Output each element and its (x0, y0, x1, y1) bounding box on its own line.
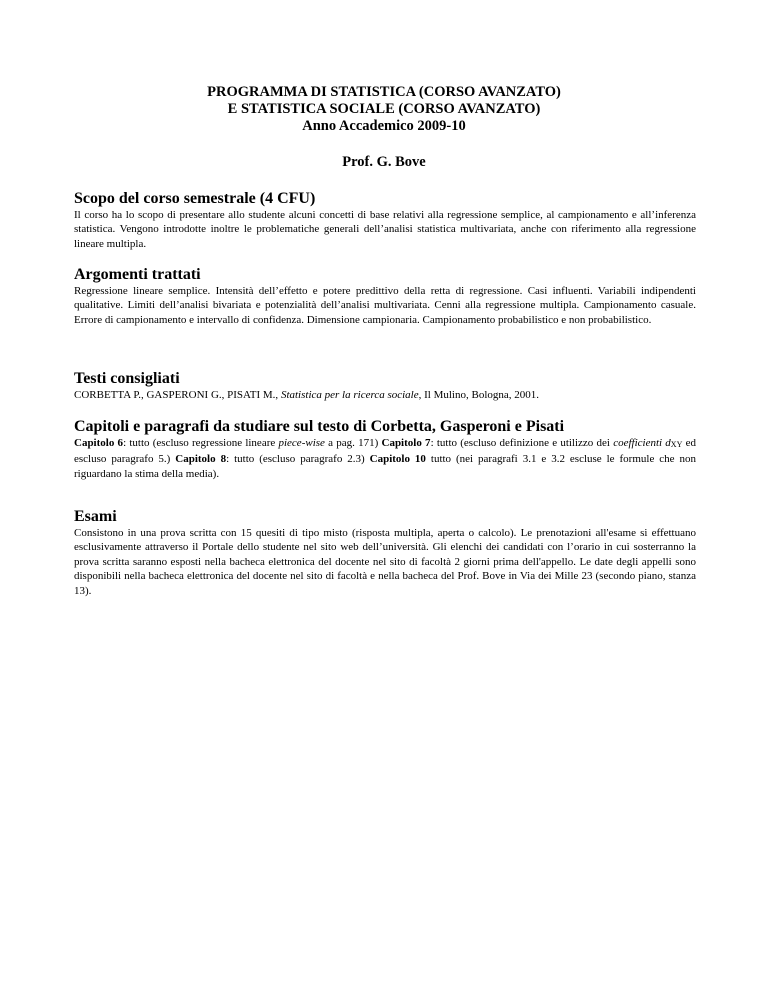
section-esami (74, 508, 696, 598)
book-authors: CORBETTA P., GASPERONI G., PISATI M., (74, 389, 281, 401)
section-capitoli (74, 418, 696, 481)
chapter-10-label: Capitolo 10 (369, 453, 426, 466)
chapter-7-subscript: XY (670, 440, 683, 449)
section-argomenti (74, 266, 696, 327)
book-publisher: , Il Mulino, Bologna, 2001. (418, 389, 540, 401)
chapter-10-text: tutto (nei paragrafi 3.1 e 3.2 escluse le formule che non riguardano la stima della media). (74, 453, 696, 480)
section-text-scopo: Il corso ha lo scopo di presentare allo studente alcuni concetti di base relativi alla regressione semplice, al campionamento e all’inferenza statistica. Vengono introdotte inoltre le problematiche generali dell’analisi statistica multivariata, anche con riferimento alla regressione lineare multipla. (74, 209, 696, 250)
section-heading-argomenti: Argomenti trattati (74, 266, 201, 283)
section-text-capitoli (74, 436, 696, 481)
chapter-6-label: Capitolo 6 (74, 437, 124, 449)
academic-year: Anno Accademico 2009-10 (302, 118, 466, 134)
section-text-argomenti: Regressione lineare semplice. Intensità dell’effetto e potere predittivo della retta di regressione. Casi influenti. Variabili indipendenti qualitative. Limiti dell’analisi bivariata e potenzialità dell’analisi multivariata. Cenni alla regressione multipla. Campionamento casuale. Errore di campionamento e intervallo di confidenza. Dimensione campionaria. Campionamento probabilistico e non probabilistico. (74, 285, 696, 326)
section-heading-scopo: Scopo del corso semestrale (4 CFU) (74, 190, 316, 207)
section-heading-testi: Testi consigliati (74, 370, 180, 387)
title-line-1: PROGRAMMA DI STATISTICA (CORSO AVANZATO) (207, 84, 561, 100)
chapter-7-text-a: : tutto (escluso definizione e utilizzo dei (430, 437, 614, 449)
chapter-7-italic: coefficienti d (613, 437, 671, 449)
section-scopo (74, 190, 696, 251)
chapter-7-label: Capitolo 7 (381, 437, 431, 449)
chapter-8-label: Capitolo 8 (175, 453, 227, 466)
chapter-6-italic: piece-wise (278, 437, 325, 449)
section-heading-esami: Esami (74, 508, 117, 525)
chapter-6-text-a: : tutto (escluso regressione lineare (123, 437, 279, 449)
section-text-testi (74, 388, 696, 402)
section-heading-capitoli: Capitoli e paragrafi da studiare sul testo di Corbetta, Gasperoni e Pisati (74, 418, 565, 435)
book-title: Statistica per la ricerca sociale (280, 389, 419, 401)
section-text-esami: Consistono in una prova scritta con 15 quesiti di tipo misto (risposta multipla, aperta o calcolo). Le prenotazioni all'esame si effettuano esclusivamente attraverso il Portale dello studente nel sito web dell’università. Gli elenchi dei candidati con l’orario in cui sosterranno la prova scritta saranno esposti nella bacheca elettronica del docente nel sito di facoltà 2 giorni prima dell'appello. Le date degli appelli sono disponibili nella bacheca elettronica del docente nel sito di facoltà e nella bacheca del Prof. Bove in Via dei Mille 23 (secondo piano, stanza 13). (74, 527, 696, 597)
chapter-7-text-b: ed escluso paragrafo 5.) (74, 437, 696, 466)
title-line-2: E STATISTICA SOCIALE (CORSO AVANZATO) (227, 101, 541, 117)
chapter-6-text-b: a pag. 171) (324, 437, 382, 449)
title-block (0, 84, 768, 135)
chapter-8-text: : tutto (escluso paragrafo 2.3) (226, 453, 370, 466)
section-testi (74, 370, 696, 402)
professor-name: Prof. G. Bove (342, 154, 426, 170)
